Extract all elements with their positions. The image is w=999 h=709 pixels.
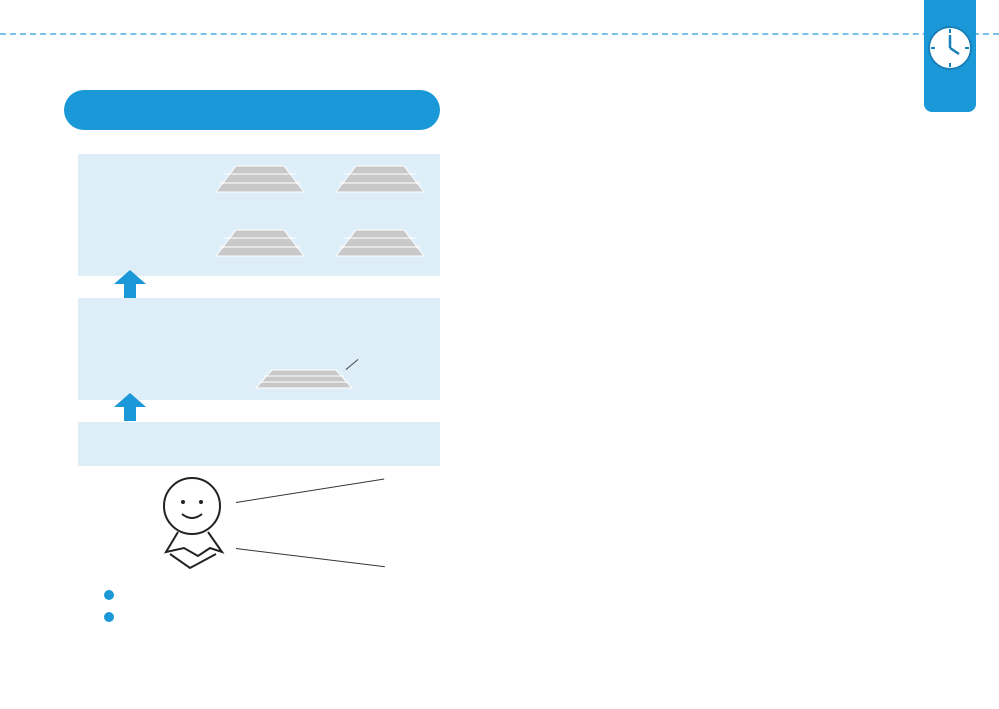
banner-title-box — [64, 90, 440, 130]
clock-icon — [926, 24, 974, 72]
bullet-dot-icon — [104, 612, 114, 622]
bullet-item — [104, 588, 118, 604]
short-term-panel — [78, 422, 440, 466]
brick-pile-icon — [254, 368, 354, 390]
speech-line-top — [236, 479, 384, 503]
brick-pile-icon — [214, 228, 306, 258]
chapter-tab — [924, 0, 976, 112]
character-illustration — [150, 472, 240, 572]
brick-pile-icon — [214, 164, 306, 194]
bullet-item — [104, 610, 118, 626]
header-divider — [0, 33, 999, 35]
long-term-panel — [78, 154, 440, 276]
bullet-dot-icon — [104, 590, 114, 600]
arrow-up-icon — [114, 270, 146, 284]
mid-term-panel — [78, 298, 440, 400]
arrow-up-icon-stem — [124, 284, 136, 298]
arrow-up-icon — [114, 393, 146, 407]
brick-pile-icon — [334, 228, 426, 258]
speech-line-bottom — [236, 548, 385, 567]
arrow-up-icon-stem — [124, 407, 136, 421]
brick-pile-icon — [334, 164, 426, 194]
